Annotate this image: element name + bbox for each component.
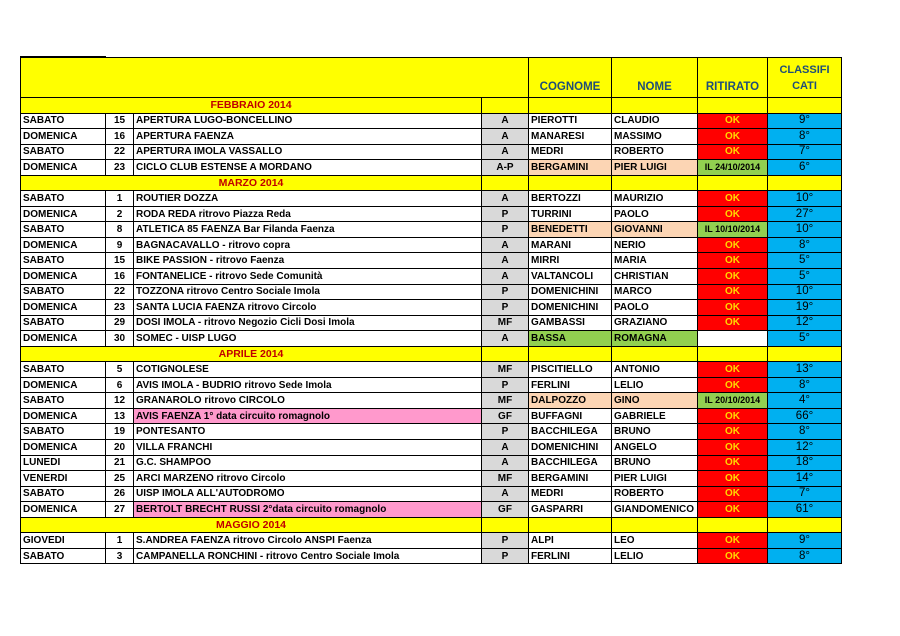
table-row [21,300,842,316]
table-row [21,486,842,502]
event-cell: APERTURA LUGO-BONCELLINO [134,113,482,129]
ritirato-cell: OK [698,237,768,253]
ritirato-cell: OK [698,424,768,440]
nome-cell: ROBERTO [612,144,698,160]
day-cell: SABATO [21,284,106,300]
category-cell: MF [482,471,529,487]
nome-cell: PAOLO [612,206,698,222]
table-row [21,455,842,471]
date-number-cell: 8 [106,222,134,238]
event-cell: S.ANDREA FAENZA ritrovo Circolo ANSPI Faenza [134,533,482,549]
category-cell: A [482,440,529,456]
table-row [21,160,842,176]
classificati-cell: 5° [768,331,842,347]
table-row [21,440,842,456]
table-row [21,393,842,409]
day-cell: SABATO [21,424,106,440]
month-row [21,98,842,114]
ritirato-cell: OK [698,502,768,518]
day-cell: SABATO [21,393,106,409]
day-cell: DOMENICA [21,237,106,253]
classificati-cell: 61° [768,502,842,518]
header-ritirato: RITIRATO [698,58,768,98]
date-number-cell: 5 [106,362,134,378]
category-cell: A [482,237,529,253]
category-cell: MF [482,315,529,331]
category-cell: P [482,300,529,316]
category-cell: A [482,191,529,207]
day-cell: DOMENICA [21,440,106,456]
date-number-cell: 23 [106,300,134,316]
day-cell: SABATO [21,222,106,238]
event-cell: UISP IMOLA ALL'AUTODROMO [134,486,482,502]
day-cell: SABATO [21,486,106,502]
ritirato-cell: OK [698,253,768,269]
nome-cell: GIOVANNI [612,222,698,238]
month-empty-cell [482,346,529,362]
month-empty-cell [698,98,768,114]
cognome-cell: BUFFAGNI [529,408,612,424]
month-label: MARZO 2014 [21,175,482,191]
ritirato-cell: OK [698,315,768,331]
date-number-cell: 16 [106,269,134,285]
nome-cell: LELIO [612,548,698,564]
day-cell: DOMENICA [21,129,106,145]
category-cell: A [482,144,529,160]
nome-cell: PIER LUIGI [612,471,698,487]
table-row [21,408,842,424]
day-cell: GIOVEDI [21,533,106,549]
month-empty-cell [768,346,842,362]
header-cognome: COGNOME [529,58,612,98]
event-cell: DOSI IMOLA - ritrovo Negozio Cicli Dosi Imola [134,315,482,331]
nome-cell: MAURIZIO [612,191,698,207]
day-cell: DOMENICA [21,160,106,176]
nome-cell: BRUNO [612,424,698,440]
category-cell: GF [482,408,529,424]
month-empty-cell [768,98,842,114]
header-blank-cell [21,58,529,98]
month-row [21,517,842,533]
ritirato-cell: OK [698,362,768,378]
table-row [21,362,842,378]
month-empty-cell [612,175,698,191]
month-empty-cell [529,346,612,362]
category-cell: GF [482,502,529,518]
month-empty-cell [482,98,529,114]
classificati-cell: 8° [768,237,842,253]
table-row [21,331,842,347]
month-empty-cell [482,175,529,191]
day-cell: VENERDI [21,471,106,487]
table-row [21,237,842,253]
table-row [21,548,842,564]
date-number-cell: 15 [106,113,134,129]
nome-cell: GINO [612,393,698,409]
month-empty-cell [612,346,698,362]
classificati-cell: 10° [768,284,842,300]
nome-cell: MARIA [612,253,698,269]
event-cell: SANTA LUCIA FAENZA ritrovo Circolo [134,300,482,316]
classificati-cell: 10° [768,222,842,238]
category-cell: A [482,129,529,145]
day-cell: SABATO [21,548,106,564]
classificati-cell: 5° [768,253,842,269]
cognome-cell: PIEROTTI [529,113,612,129]
month-label: MAGGIO 2014 [21,517,482,533]
date-number-cell: 30 [106,331,134,347]
nome-cell: CLAUDIO [612,113,698,129]
classificati-cell: 66° [768,408,842,424]
date-number-cell: 1 [106,533,134,549]
event-cell: RODA REDA ritrovo Piazza Reda [134,206,482,222]
cognome-cell: BERTOZZI [529,191,612,207]
category-cell: A [482,331,529,347]
event-cell: BAGNACAVALLO - ritrovo copra [134,237,482,253]
category-cell: P [482,548,529,564]
month-empty-cell [529,98,612,114]
nome-cell: GRAZIANO [612,315,698,331]
ritirato-cell: IL 10/10/2014 [698,222,768,238]
classificati-cell: 7° [768,144,842,160]
nome-cell: LEO [612,533,698,549]
day-cell: DOMENICA [21,300,106,316]
cognome-cell: BERGAMINI [529,160,612,176]
category-cell: A [482,269,529,285]
nome-cell: ANTONIO [612,362,698,378]
month-empty-cell [612,98,698,114]
month-row [21,346,842,362]
classificati-cell: 8° [768,424,842,440]
table-row [21,533,842,549]
event-cell: APERTURA IMOLA VASSALLO [134,144,482,160]
cognome-cell: BACCHILEGA [529,455,612,471]
classificati-cell: 9° [768,533,842,549]
day-cell: DOMENICA [21,377,106,393]
event-cell: COTIGNOLESE [134,362,482,378]
date-number-cell: 6 [106,377,134,393]
day-cell: SABATO [21,315,106,331]
ritirato-cell: OK [698,113,768,129]
day-cell: SABATO [21,113,106,129]
classificati-cell: 6° [768,160,842,176]
category-cell: A [482,455,529,471]
header-row [21,58,842,98]
cognome-cell: DOMENICHINI [529,300,612,316]
table-row [21,253,842,269]
table-row [21,377,842,393]
event-cell: AVIS IMOLA - BUDRIO ritrovo Sede Imola [134,377,482,393]
nome-cell: CHRISTIAN [612,269,698,285]
event-cell: TOZZONA ritrovo Centro Sociale Imola [134,284,482,300]
classificati-cell: 9° [768,113,842,129]
nome-cell: PIER LUIGI [612,160,698,176]
category-cell: P [482,222,529,238]
event-cell: G.C. SHAMPOO [134,455,482,471]
date-number-cell: 2 [106,206,134,222]
event-cell: VILLA FRANCHI [134,440,482,456]
event-cell: BERTOLT BRECHT RUSSI 2°data circuito romagnolo [134,502,482,518]
nome-cell: MARCO [612,284,698,300]
classificati-cell: 5° [768,269,842,285]
day-cell: DOMENICA [21,269,106,285]
event-cell: APERTURA FAENZA [134,129,482,145]
table-row [21,129,842,145]
event-cell: BIKE PASSION - ritrovo Faenza [134,253,482,269]
cognome-cell: GASPARRI [529,502,612,518]
category-cell: P [482,206,529,222]
cognome-cell: DOMENICHINI [529,284,612,300]
nome-cell: BRUNO [612,455,698,471]
cognome-cell: BENEDETTI [529,222,612,238]
ritirato-cell: OK [698,408,768,424]
classificati-cell: 12° [768,315,842,331]
month-empty-cell [698,346,768,362]
classificati-cell: 8° [768,129,842,145]
ritirato-cell: OK [698,471,768,487]
date-number-cell: 22 [106,284,134,300]
nome-cell: NERIO [612,237,698,253]
ritirato-cell: OK [698,533,768,549]
cognome-cell: MANARESI [529,129,612,145]
month-empty-cell [698,517,768,533]
day-cell: DOMENICA [21,206,106,222]
ritirato-cell: OK [698,377,768,393]
day-cell: DOMENICA [21,331,106,347]
table-row [21,284,842,300]
classificati-cell: 7° [768,486,842,502]
date-number-cell: 27 [106,502,134,518]
ritirato-cell: OK [698,548,768,564]
cognome-cell: ALPI [529,533,612,549]
date-number-cell: 22 [106,144,134,160]
category-cell: A [482,113,529,129]
cognome-cell: MEDRI [529,486,612,502]
cognome-cell: TURRINI [529,206,612,222]
nome-cell: MASSIMO [612,129,698,145]
cognome-cell: VALTANCOLI [529,269,612,285]
nome-cell: ROBERTO [612,486,698,502]
date-number-cell: 23 [106,160,134,176]
event-cell: SOMEC - UISP LUGO [134,331,482,347]
cognome-cell: BERGAMINI [529,471,612,487]
classificati-cell: 18° [768,455,842,471]
event-cell: AVIS FAENZA 1° data circuito romagnolo [134,408,482,424]
day-cell: DOMENICA [21,502,106,518]
category-cell: MF [482,393,529,409]
month-empty-cell [529,175,612,191]
month-empty-cell [768,517,842,533]
category-cell: P [482,284,529,300]
classificati-cell: 8° [768,548,842,564]
date-number-cell: 3 [106,548,134,564]
classificati-cell: 13° [768,362,842,378]
events-table [20,57,842,564]
month-empty-cell [698,175,768,191]
cognome-cell: MIRRI [529,253,612,269]
month-label: APRILE 2014 [21,346,482,362]
ritirato-cell: OK [698,191,768,207]
event-cell: ARCI MARZENO ritrovo Circolo [134,471,482,487]
table-row [21,113,842,129]
nome-cell: GIANDOMENICO [612,502,698,518]
classificati-cell: 19° [768,300,842,316]
nome-cell: LELIO [612,377,698,393]
spreadsheet [20,57,841,564]
month-empty-cell [482,517,529,533]
ritirato-cell: OK [698,129,768,145]
date-number-cell: 9 [106,237,134,253]
day-cell: SABATO [21,362,106,378]
cognome-cell: BASSA [529,331,612,347]
event-cell: PONTESANTO [134,424,482,440]
ritirato-cell: OK [698,269,768,285]
day-cell: SABATO [21,144,106,160]
category-cell: P [482,377,529,393]
day-cell: DOMENICA [21,408,106,424]
table-row [21,269,842,285]
cognome-cell: DOMENICHINI [529,440,612,456]
table-row [21,502,842,518]
classificati-cell: 10° [768,191,842,207]
event-cell: CICLO CLUB ESTENSE A MORDANO [134,160,482,176]
table-row [21,191,842,207]
month-empty-cell [612,517,698,533]
nome-cell: PAOLO [612,300,698,316]
table-row [21,206,842,222]
month-label: FEBBRAIO 2014 [21,98,482,114]
cognome-cell: FERLINI [529,377,612,393]
month-row [21,175,842,191]
table-row [21,144,842,160]
date-number-cell: 29 [106,315,134,331]
classificati-cell: 12° [768,440,842,456]
date-number-cell: 25 [106,471,134,487]
day-cell: SABATO [21,191,106,207]
classificati-cell: 4° [768,393,842,409]
category-cell: P [482,533,529,549]
nome-cell: ROMAGNA [612,331,698,347]
ritirato-cell: OK [698,440,768,456]
category-cell: A [482,486,529,502]
ritirato-cell: OK [698,206,768,222]
cognome-cell: FERLINI [529,548,612,564]
table-row [21,424,842,440]
ritirato-cell: OK [698,486,768,502]
day-cell: LUNEDI [21,455,106,471]
ritirato-cell: IL 20/10/2014 [698,393,768,409]
event-cell: ROUTIER DOZZA [134,191,482,207]
date-number-cell: 1 [106,191,134,207]
month-empty-cell [768,175,842,191]
date-number-cell: 12 [106,393,134,409]
category-cell: A [482,253,529,269]
cognome-cell: MEDRI [529,144,612,160]
date-number-cell: 26 [106,486,134,502]
date-number-cell: 20 [106,440,134,456]
table-row [21,222,842,238]
ritirato-cell [698,331,768,347]
ritirato-cell: OK [698,284,768,300]
table-row [21,315,842,331]
header-nome: NOME [612,58,698,98]
date-number-cell: 19 [106,424,134,440]
date-number-cell: 16 [106,129,134,145]
ritirato-cell: OK [698,144,768,160]
date-number-cell: 13 [106,408,134,424]
month-empty-cell [529,517,612,533]
header-classificati: CLASSIFI CATI [768,58,842,98]
cognome-cell: BACCHILEGA [529,424,612,440]
classificati-cell: 8° [768,377,842,393]
category-cell: MF [482,362,529,378]
date-number-cell: 15 [106,253,134,269]
nome-cell: GABRIELE [612,408,698,424]
classificati-cell: 27° [768,206,842,222]
classificati-cell: 14° [768,471,842,487]
cognome-cell: DALPOZZO [529,393,612,409]
day-cell: SABATO [21,253,106,269]
event-cell: GRANAROLO ritrovo CIRCOLO [134,393,482,409]
event-cell: FONTANELICE - ritrovo Sede Comunità [134,269,482,285]
table-row [21,471,842,487]
date-number-cell: 21 [106,455,134,471]
ritirato-cell: IL 24/10/2014 [698,160,768,176]
ritirato-cell: OK [698,300,768,316]
cognome-cell: GAMBASSI [529,315,612,331]
cognome-cell: MARANI [529,237,612,253]
event-cell: CAMPANELLA RONCHINI - ritrovo Centro Sociale Imola [134,548,482,564]
event-cell: ATLETICA 85 FAENZA Bar Filanda Faenza [134,222,482,238]
category-cell: P [482,424,529,440]
nome-cell: ANGELO [612,440,698,456]
category-cell: A-P [482,160,529,176]
cognome-cell: PISCITIELLO [529,362,612,378]
ritirato-cell: OK [698,455,768,471]
